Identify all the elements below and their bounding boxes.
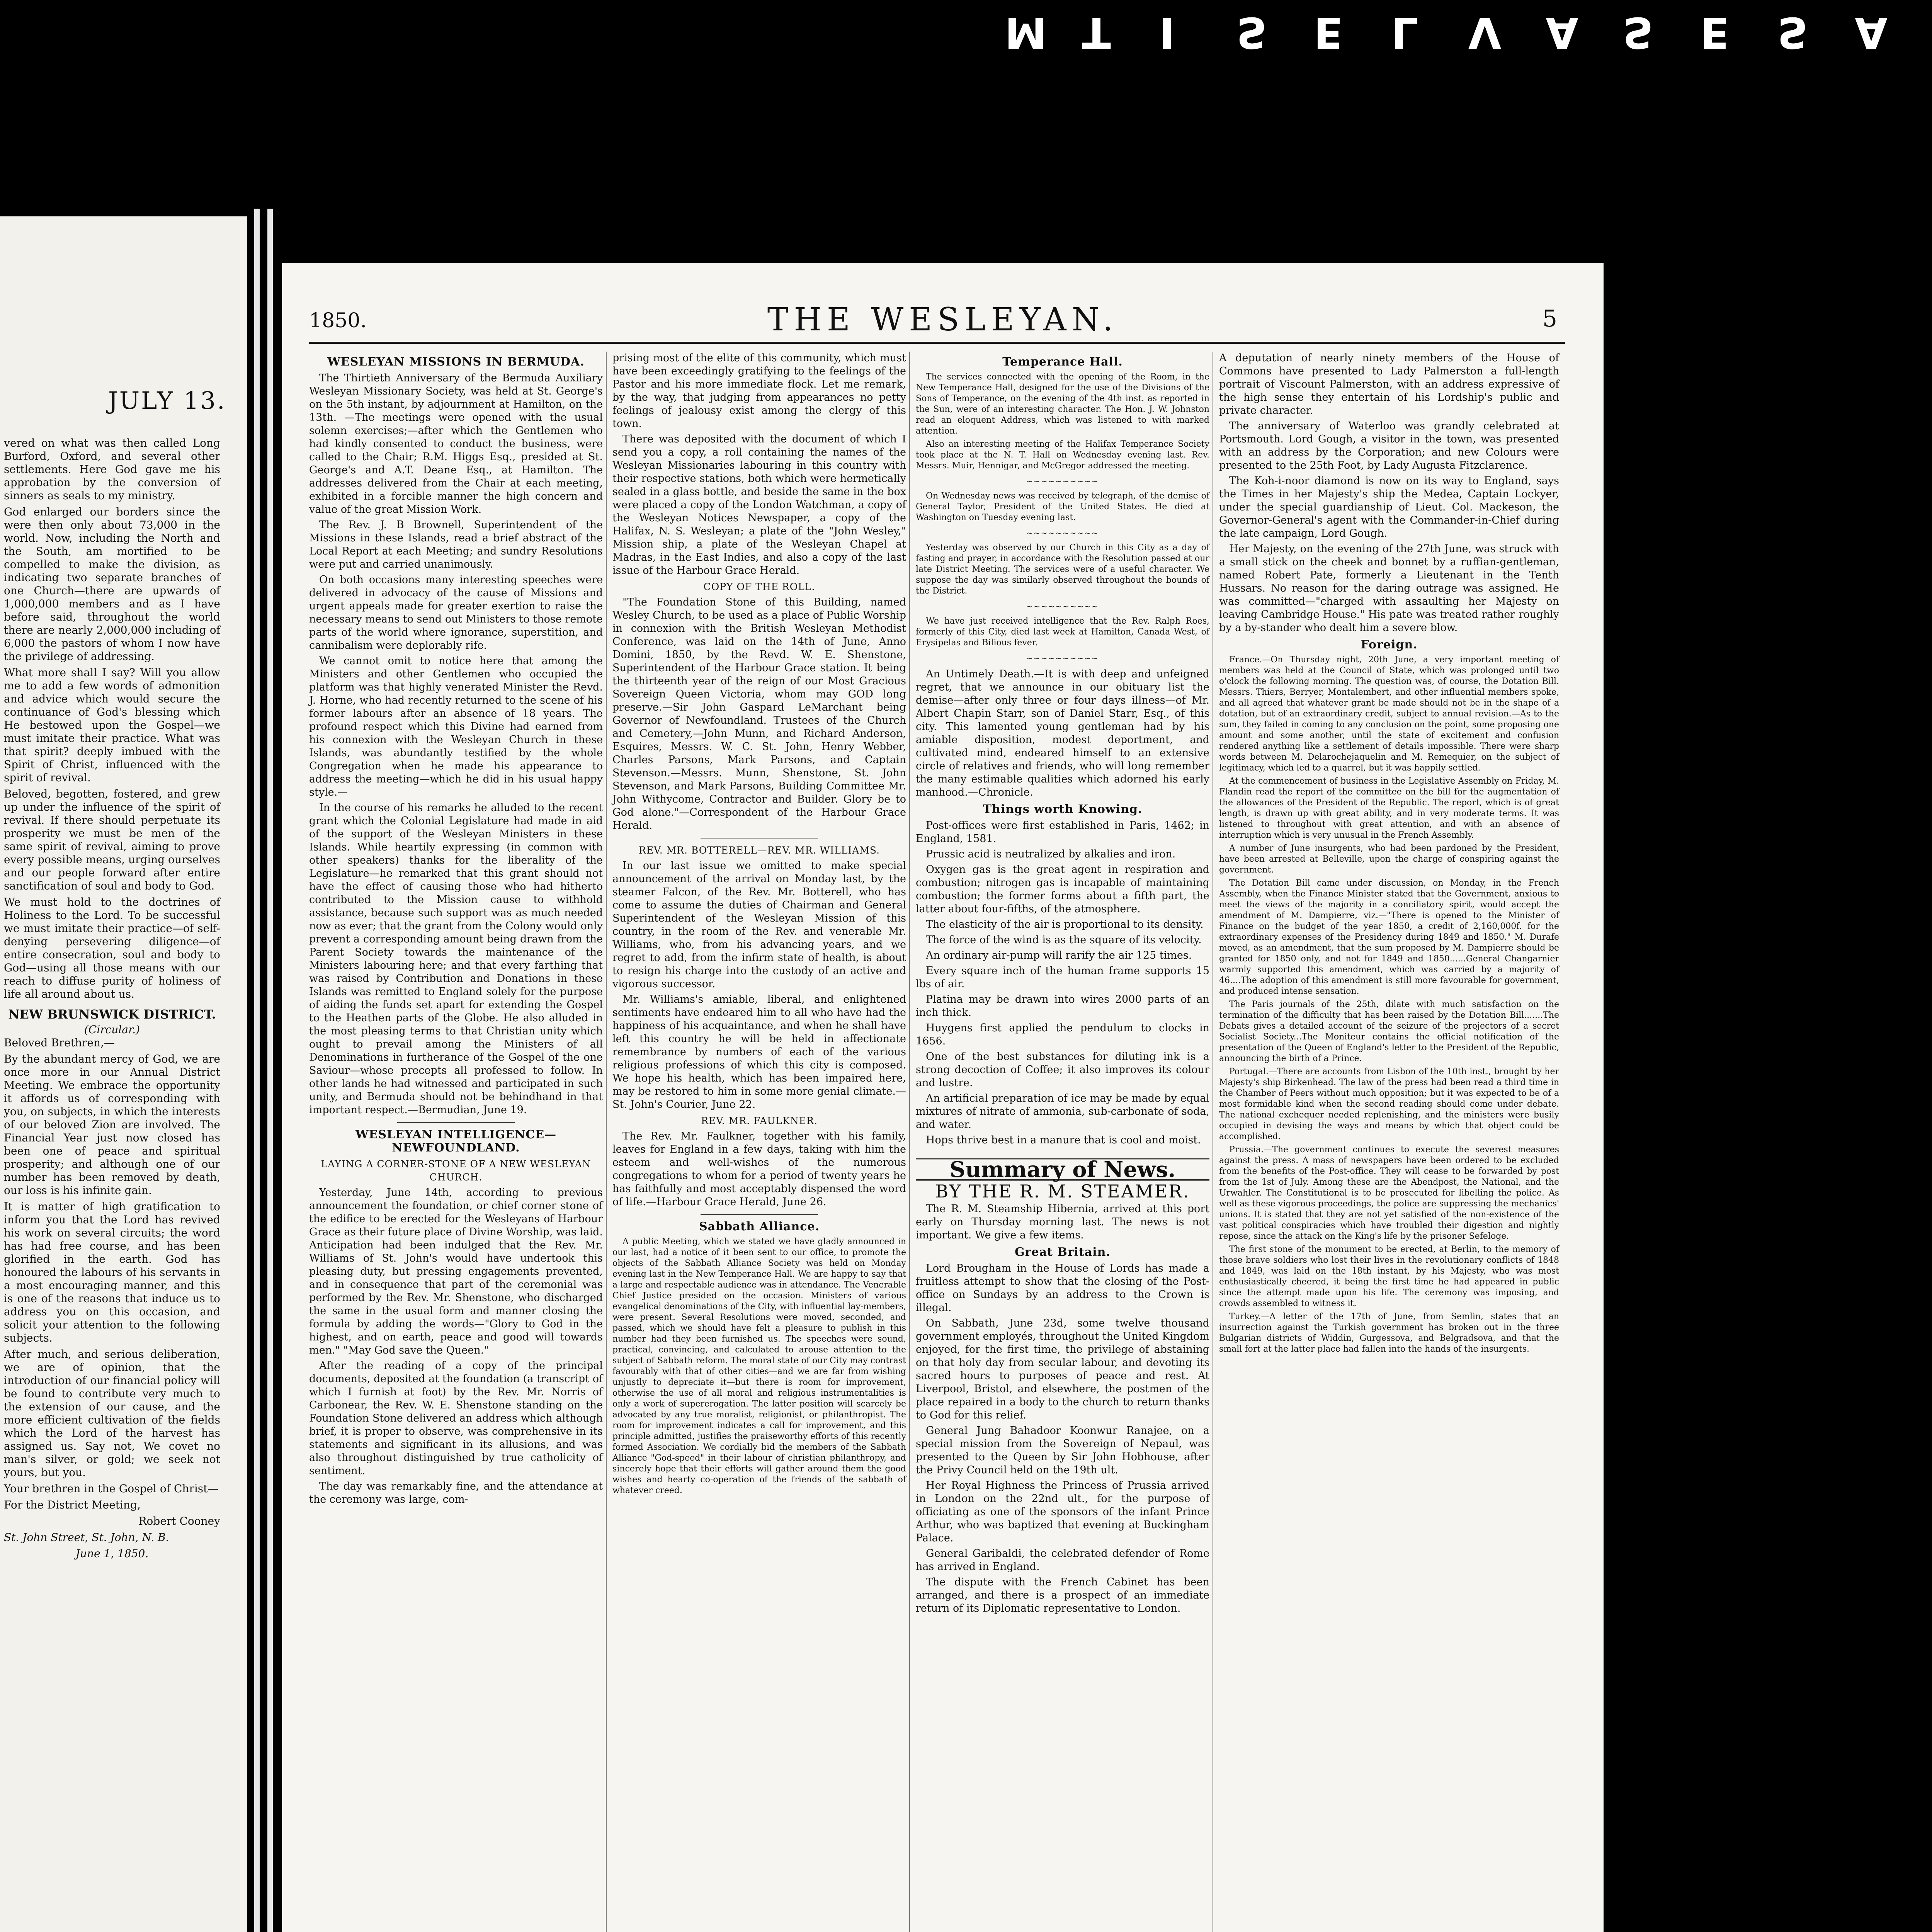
fact: Platina may be drawn into wires 2000 parts of an inch thick. [916,993,1209,1019]
paragraph: Mr. Williams's amiable, liberal, and enlightened sentiments have endeared him to all who have had the happiness of his acquaintance, and when he shall have left this country he will be held in affectionate remembrance by numbers of each of the various religious professions of which this city is composed. We hope his health, which has been impaired here, may be restored to him in some more genial climate.—St. John's Courier, June 22. [612,993,906,1111]
notice: We have just received intelligence that the Rev. Ralph Roes, formerly of this City, died last week at Hamilton, Canada West, of Erysipelas and Bilious fever. [916,616,1209,648]
signoff-date: June 1, 1850. [75,1547,149,1560]
film-letter: E [1700,8,1730,57]
article-subheading: REV. MR. FAULKNER. [701,1115,818,1126]
newspaper-page [282,263,1604,1932]
article-heading: Great Britain. [1015,1245,1111,1259]
circular-label: (Circular.) [84,1023,140,1036]
film-letter: S [1623,8,1654,57]
column-3 [916,352,1209,1617]
paragraph: Yesterday, June 14th, according to previous announcement the foundation, or chief corner stone of the edifice to be erected for the Wesleyans of Harbour Grace as their future place of Divine Worship, was laid. Anticipation had been indulged that the Rev. Mr. Williams of St. John's would have undertook this pleasing duty, but pressing engagements prevented, and in consequence that part of the ceremonial was performed by the Rev. Mr. Shenstone, who discharged the same in the usual form and manner closing the formula by adding the words—"Glory to God in the highest, and on earth, peace and good will towards men." "May God save the Queen." [309,1187,603,1356]
film-letter: A [1546,8,1579,57]
paragraph: The R. M. Steamship Hibernia, arrived at this port early on Thursday morning last. The news is not important. We give a few items. [916,1203,1209,1241]
paragraph: The anniversary of Waterloo was grandly celebrated at Portsmouth. Lord Gough, a visitor in the town, was presented with an address by the Corporation; and new Colours were presented to the 25th Foot, by Lady Augusta Fitzclarence. [1219,420,1559,471]
section-rule [701,1214,818,1215]
fact: Oxygen gas is the great agent in respiration and combustion; nitrogen gas is incapable of maintaining combustion; the former forms about a fifth part, the latter about four-fifths, of the atmosphere. [916,864,1209,915]
paragraph: General Garibaldi, the celebrated defender of Rome has arrived in England. [916,1548,1209,1573]
column-divider [606,352,607,1932]
paragraph: Her Majesty, on the evening of the 27th June, was struck with a small stick on the cheek and bonnet by a ruffian-gentleman, named Robert Pate, formerly a Lieutenant in the Tenth Hussars. No reason for the daring outrage was assigned. He was committed—"charged with assaulting her Majesty on leaving Cambridge House." His pate was treated rather roughly by a by-stander who dealt him a severe blow. [1219,543,1559,634]
paragraph: We must hold to the doctrines of Holiness to the Lord. To be successful we must imitate their practice—of self-denying persevering diligence—of entire consecration, soul and body to God—using all those means with our reach to diffuse purity of holiness of life all around about us. [4,896,220,1000]
ornament-divider: ~~~~~~~~~~ [1026,476,1099,486]
paragraph: In the course of his remarks he alluded to the recent grant which the Colonial Legislature had made in aid of the support of the Wesleyan Ministers in these Islands. While heartily expressing (in common with other speakers) thanks for the liberality of the Legislature—he remarked that this grant should not have the effect of causing those who had hitherto contributed to the Mission cause to withhold assistance, because such support was as much needed now as ever; that the grant from the Colony would only prevent a corresponding amount being drawn from the Parent Society towards the maintenance of the Ministers labouring here; and that every farthing that was raised by Contribution and Donations in these Islands was remitted to England solely for the purpose of aiding the funds set apart for extending the Gospel to the Heathen parts of the Globe. He also alluded in the most pleasing terms to that Christian unity which ought to prevail among the Ministers of all Denominations in furtherance of the Gospel of the one Saviour—whose precepts all professed to follow. In other lands he had witnessed and participated in such unity, and Bermuda should not be behindhand in that important respect.—Bermudian, June 19. [309,802,603,1116]
film-letter: E [1314,8,1343,57]
paragraph: By the abundant mercy of God, we are once more in our Annual District Meeting. We embrace the opportunity it affords us of corresponding with you, on subjects, in which the interests of our beloved Zion are involved. The Financial Year just now closed has been one of peace and spiritual prosperity; and although one of our number has been removed by death, our loss is his infinite gain. [4,1053,220,1197]
signature: Robert Cooney [138,1515,220,1527]
left-page-text [4,437,220,1563]
fact: The force of the wind is as the square of its velocity. [926,934,1202,946]
masthead-year: 1850. [309,309,367,332]
paragraph: The Dotation Bill came under discussion, on Monday, in the French Assembly, when the Finance Minister stated that the Government, anxious to meet the views of the majority in a conciliatory spirit, would accept the amendment of M. Dampierre, viz.—"There is opened to the Minister of Finance on the budget of the year 1850, a credit of 2,160,000f. for the extraordinary expenses of the Presidency during 1849 and 1850." M. Durafe moved, as an amendment, that the sum proposed by M. Dampierre should be granted for 1850 only, and not for 1849 and 1850......General Changarnier warmly supported this amendment, which was carried by a majority of 46....The adoption of this amendment is still more favourable for government, and produced intense sensation. [1219,878,1559,996]
paragraph: A number of June insurgents, who had been pardoned by the President, have been arrested at Belleville, upon the charge of conspiring against the government. [1219,844,1559,875]
paragraph: "The Foundation Stone of this Building, named Wesley Church, to be used as a place of Public Worship in connexion with the British Wesleyan Methodist Conference, was laid on the 14th of June, Anno Domini, 1850, by the Revd. W. E. Shenstone, Superintendent of the Harbour Grace station. It being the thirteenth year of the reign of our Most Gracious Sovereign Queen Victoria, whom may GOD long preserve.—Sir John Gaspard LeMarchant being Governor of Newfoundland. Trustees of the Church and Cemetery,—John Munn, and Richard Anderson, Esquires, Messrs. W. C. St. John, Henry Webber, Charles Parsons, Mark Parsons, and Captain Stevenson.—Messrs. Munn, Shenstone, St. John Stevenson, and Mark Parsons, Building Committee Mr. John Withycome, Contractor and Builder. Glory be to God alone."—Correspondent of the Harbour Grace Herald. [612,596,906,832]
article-heading: Temperance Hall. [1002,355,1123,369]
masthead [282,263,1604,340]
paragraph: On both occasions many interesting speeches were delivered in advocacy of the cause of Missions and urgent appeals made for greater exertion to raise the necessary means to send out Ministers to those remote parts of the world where ignorance, superstition, and cannibalism were deplorably rife. [309,574,603,651]
article-heading: Sabbath Alliance. [699,1220,820,1233]
article-subheading: LAYING A CORNER-STONE OF A NEW WESLEYAN CHURCH. [321,1158,591,1183]
fact: Post-offices were first established in Paris, 1462; in England, 1581. [916,820,1209,845]
film-letter: L [1391,8,1418,57]
column-divider [909,352,910,1932]
paragraph: On Sabbath, June 23d, some twelve thousand government employés, throughout the United Kingdom enjoyed, for the first time, the privilege of abstaining on that holy day from secular labour, and devoting its sacred hours to purposes of peace and rest. At Liverpool, Bristol, and elsewhere, the postmen of the place repaired in a body to the church to return thanks to God for this relief. [916,1317,1209,1421]
fact: The elasticity of the air is proportional to its density. [926,918,1204,930]
fact: Every square inch of the human frame supports 15 lbs of air. [916,965,1209,990]
paragraph: It is matter of high gratification to inform you that the Lord has revived his work on several circuits; the word has had free course, and has been glorified in the earth. God has honoured the labours of his servants in a most encouraging manner, and this is one of the reasons that induce us to address you on this occasion, and solicit your attention to the following subjects. [4,1200,220,1344]
masthead-title: THE WESLEYAN. [767,301,1119,338]
film-letter: V [1468,8,1502,57]
column-4 [1219,352,1559,1357]
left-page-date: JULY 13. [108,386,226,415]
film-letter: S [1777,8,1808,57]
fact: Huygens first applied the pendulum to clocks in 1656. [916,1022,1209,1047]
paragraph: What more shall I say? Will you allow me to add a few words of admonition and advice which would secure the continuance of God's blessing which He bestowed upon the Gospel—we must imitate their practice. What was that spirit? deeply imbued with the Spirit of Christ, influenced with the spirit of revival. [4,666,220,784]
notice: Yesterday was observed by our Church in this City as a day of fasting and prayer, in accordance with the Resolution passed at our late District Meeting. The services were of a useful character. We suppose the day was similarly observed throughout the bounds of the District. [916,543,1209,596]
paragraph: The Paris journals of the 25th, dilate with much satisfaction on the termination of the difficulty that has been raised by the Dotation Bill.......The Debats gives a detailed account of the seizure of the projectors of a secret Socialist Society...The Moniteur contains the official notification of the presentation of the Queen of England's letter to the President of the Republic, announcing the birth of a Prince. [1219,1000,1559,1063]
paragraph: Beloved Brethren,— [4,1036,115,1049]
paragraph: The services connected with the opening of the Room, in the New Temperance Hall, designed for the use of the Divisions of the Sons of Temperance, on the evening of the 4th inst. as reported in the Sun, were of an interesting character. The Hon. J. W. Johnston read an eloquent Address, which was listened to with marked attention. [916,372,1209,436]
paragraph: France.—On Thursday night, 20th June, a very important meeting of members was held at the Council of State, which was prolonged until two o'clock the following morning. The question was, of course, the Dotation Bill. Messrs. Thiers, Berryer, Montalembert, and other influential members spoke, and all agreed that whatever grant be made should not be in the shape of a dotation, but of an extraordinary credit, subject to annual revision.—As to the sum, they failed in coming to any conclusion on the point, some proposing one amount and some another, until the state of excitement and confusion rendered anything like a settlement of details impossible. There were sharp words between M. Delarochejaquelin and M. Remequier, on the subject of legitimacy, which led to a quarrel, but it was happily settled. [1219,655,1559,773]
summary-of-news-title: Summary of News. [916,1158,1209,1181]
paragraph: Turkey.—A letter of the 17th of June, from Semlin, states that an insurrection against the Turkish government has broken out in the three Bulgarian districts of Widdin, Gurgessova, and Belgradsova, and that the small fort at the latter place had fallen into the hands of the insurgents. [1219,1312,1559,1354]
section-rule [397,1122,515,1123]
fact: An artificial preparation of ice may be made by equal mixtures of nitrate of ammonia, sub-carbonate of soda, and water. [916,1092,1209,1131]
notice: On Wednesday news was received by telegraph, of the demise of General Taylor, President of the United States. He died at Washington on Tuesday evening last. [916,491,1209,522]
paragraph: After the reading of a copy of the principal documents, deposited at the foundation (a transcript of which I furnish at foot) by the Rev. Mr. Norris of Carbonear, the Rev. W. E. Shenstone standing on the Foundation Stone delivered an address which although brief, it is proper to observe, was comprehensive in its statements and significant in its allusions, and was also throughout distinguished by true catholicity of sentiment. [309,1360,603,1477]
paragraph: Lord Brougham in the House of Lords has made a fruitless attempt to show that the closing of the Post-office on Sundays by an address to the Crown is illegal. [916,1262,1209,1314]
fact: One of the best substances for diluting ink is a strong decoction of Coffee; it also improves its colour and lustre. [916,1051,1209,1089]
column-2 [612,352,906,1498]
film-letter: I [1159,8,1175,57]
masthead-rule [309,342,1565,344]
paragraph: Also an interesting meeting of the Halifax Temperance Society took place at the N. T. Hall on Wednesday evening last. Rev. Messrs. Muir, Hennigar, and McGregor addressed the meeting. [916,439,1209,471]
left-page [0,216,247,1932]
paragraph: In our last issue we omitted to make special announcement of the arrival on Monday last, by the steamer Falcon, of the Rev. Mr. Botterell, who has come to assume the duties of Chairman and General Superintendent of the Wesleyan Mission of this country, in the room of the Rev. and venerable Mr. Williams, who, from his advancing years, and we regret to add, from the infirm state of health, is about to resign his charge into the custody of an active and vigorous successor. [612,860,906,990]
fact: Hops thrive best in a manure that is cool and moist. [926,1134,1201,1146]
paragraph: At the commencement of business in the Legislative Assembly on Friday, M. Flandin read the report of the committee on the bill for the augmentation of the allowances of the President of the Republic. The report, which is of great length, is drawn up with great ability, and in very moderate terms. It was listened to throughout with great attention, and with an absence of interruption which is very unusual in the French Assembly. [1219,776,1559,840]
paragraph: There was deposited with the document of which I send you a copy, a roll containing the names of the Wesleyan Missionaries labouring in this country with their respective stations, both which were hermetically sealed in a glass bottle, and beside the same in the box were placed a copy of the London Watchman, a copy of the Wesleyan Notices Newspaper, a copy of the Halifax, N. S. Wesleyan; a plate of the "John Wesley," Mission ship, a plate of the Wesleyan Chapel at Madras, in the East Indies, and also a copy of the last issue of the Harbour Grace Herald. [612,433,906,577]
article-subheading: COPY OF THE ROLL. [703,581,815,592]
spine-bar [254,209,260,1932]
signoff-place: St. John Street, St. John, N. B. [4,1531,169,1544]
paragraph: A public Meeting, which we stated we have gladly announced in our last, had a notice of it been sent to our office, to promote the objects of the Sabbath Alliance Society was held on Monday evening last in the New Temperance Hall. We are happy to say that a large and respectable audience was in attendance. The Venerable Chief Justice presided on the occasion. Ministers of various evangelical denominations of the City, with influential lay-members, were present. Several Resolutions were moved, seconded, and passed, which we should have felt a pleasure to publish in this number had they been furnished us. The speeches were sound, practical, convincing, and calculated to arouse attention to the subject of Sabbath reform. The moral state of our City may contrast favourably with that of other cities—and we are far from wishing unjustly to depreciate it—but there is room for improvement, otherwise the use of all moral and religious instrumentalities is only a work of supererogation. The latter position will scarcely be advocated by any true moralist, religionist, or philanthropist. The room for improvement indicates a call for improvement, and this principle admitted, justifies the praiseworthy efforts of this recently formed Association. We cordially bid the members of the Sabbath Alliance "God-speed" in their labour of christian philanthropy, and sincerely hope that their efforts will gather around them the good wishes and hearty co-operation of the friends of the sabbath of whatever creed. [612,1237,906,1495]
article-subheading: REV. MR. BOTTERELL—REV. MR. WILLIAMS. [638,845,880,856]
paragraph: For the District Meeting, [4,1498,141,1511]
book-spine [247,209,282,1932]
fact: An ordinary air-pump will rarify the air 125 times. [926,949,1192,961]
film-letter: S [1236,8,1267,57]
district-heading: NEW BRUNSWICK DISTRICT. [8,1007,216,1022]
paragraph: The dispute with the French Cabinet has been arranged, and there is a prospect of an immediate return of its Diplomatic representative to London. [916,1576,1209,1614]
film-letter: T [1082,8,1111,57]
paragraph: An Untimely Death.—It is with deep and unfeigned regret, that we announce in our obituary list the demise—after only three or four days illness—of Mr. Albert Chapin Starr, son of Daniel Starr, Esq., of this city. This lamented young gentleman had by his amiable disposition, modest deportment, and cultivated mind, endeared himself to an extensive circle of relatives and friends, who will long remember the many estimable qualities which adorned his early manhood.—Chronicle. [916,668,1209,798]
paragraph: vered on what was then called Long Burford, Oxford, and several other settlements. Here God gave me his approbation by the conversion of sinners as seals to my ministry. [4,437,220,502]
paragraph: The Rev. Mr. Faulkner, together with his family, leaves for England in a few days, taking with him the esteem and well-wishes of the numerous congregations to whom for a period of twenty years he has faithfully and most acceptably dispensed the word of life.—Harbour Grace Herald, June 26. [612,1130,906,1208]
paragraph: The Rev. J. B Brownell, Superintendent of the Missions in these Islands, read a brief abstract of the Local Report at each Meeting; and sundry Resolutions were put and carried unanimously. [309,519,603,570]
fact: Prussic acid is neutralized by alkalies and iron. [926,848,1176,860]
film-letter: M [1005,8,1047,57]
paragraph: Your brethren in the Gospel of Christ— [4,1482,219,1495]
paragraph: Prussia.—The government continues to execute the severest measures against the press. A mass of newspapers have been ordered to be excluded from the benefits of the Post-office. They will cease to be forwarded by post from the 1st of July. Among these are the Abendpost, the National, and the Urwahler. The Constitutional is to be prosecuted for libelling the police. As well as these vigorous proceedings, the police are suppressing the mechanics' unions. It is stated that they are not yet satisfied of the non-existence of the vast political conspiracies which have troubled their digestion and nightly repose, since the attack on the King's life by the prisoner Sefeloge. [1219,1145,1559,1241]
page-number: 5 [1542,305,1557,332]
spine-bar [267,209,273,1932]
ornament-divider: ~~~~~~~~~~ [1026,602,1099,611]
article-heading: Things worth Knowing. [983,803,1143,816]
paragraph: Her Royal Highness the Princess of Prussia arrived in London on the 22nd ult., for the purpose of officiating as one of the sponsors of the infant Prince Arthur, who was baptized that evening at Buckingham Palace. [916,1480,1209,1544]
paragraph: A deputation of nearly ninety members of the House of Commons have presented to Lady Palmerston a full-length portrait of Viscount Palmerston, with an address expressive of the high sense they entertain of his Lordship's public and private character. [1219,352,1559,417]
article-heading: Foreign. [1361,638,1418,651]
paragraph: Portugal.—There are accounts from Lisbon of the 10th inst., brought by her Majesty's ship Birkenhead. The law of the press had been read a third time in the Chamber of Peers without much opposition; but it was expected to be of a most formidable kind when the second reading should come under debate. The national exchequer needed replenishing, and the ministers were busily occupied in devising the ways and means by which that object could be accomplished. [1219,1067,1559,1141]
ornament-divider: ~~~~~~~~~~ [1026,528,1099,537]
paragraph: Beloved, begotten, fostered, and grew up under the influence of the spirit of revival. If there should perpetuate its prosperity we must be men of the same spirit of revival, aiming to prove every possible means, urging ourselves and our people forward after entire sanctification of soul and body to God. [4,787,220,892]
article-heading: WESLEYAN INTELLIGENCE—NEWFOUNDLAND. [355,1128,557,1155]
column-1 [309,352,603,1509]
steamer-title: BY THE R. M. STEAMER. [935,1181,1190,1202]
film-strip [1005,0,1932,66]
paragraph: After much, and serious deliberation, we are of opinion, that the introduction of our financial policy will be found to contribute very much to the extension of our cause, and the more efficient cultivation of the fields which the Lord of the harvest has assigned us. Say not, We covet no man's silver, or gold; we seek not yours, but you. [4,1348,220,1479]
article-heading: WESLEYAN MISSIONS IN BERMUDA. [327,355,585,369]
paragraph: General Jung Bahadoor Koonwur Ranajee, on a special mission from the Sovereign of Nepaul, was presented to the Queen by Sir John Hobhouse, after the Privy Council held on the 19th ult. [916,1425,1209,1476]
paragraph: The Koh-i-noor diamond is now on its way to England, says the Times in her Majesty's ship the Medea, Captain Lockyer, under the special guardianship of Lieut. Col. Mackeson, the Governor-General's agent with the Commander-in-Chief during the late campaign, Lord Gough. [1219,475,1559,539]
paragraph: The first stone of the monument to be erected, at Berlin, to the memory of those brave soldiers who lost their lives in the revolutionary conflicts of 1848 and 1849, was laid on the 18th instant, by his Majesty, who was most enthusiastically cheered, it being the first time he had appeared in public since the attempt made upon his life. The ceremony was imposing, and crowds assembled to witness it. [1219,1245,1559,1308]
paragraph: prising most of the elite of this community, which must have been exceedingly gratifying to the feelings of the Pastor and his more immediate flock. Let me remark, by the way, that judging from appearances no petty feelings of jealousy exist among the clergy of this town. [612,352,906,430]
paragraph: We cannot omit to notice here that among the Ministers and other Gentlemen who occupied the platform was that highly venerated Minister the Revd. J. Horne, who had recently returned to the scene of his former labours after an absence of 18 years. The profound respect which this Divine had earned from his connexion with the Wesleyan Church in these Islands, was abundantly testified by the whole Congregation when he made his appearance to address the meeting—which he did in his usual happy style.— [309,655,603,798]
paragraph: God enlarged our borders since the were then only about 73,000 in the world. Now, including the North and the South, am mortified to be compelled to make the division, as indicating two separate branches of one Church—there are upwards of 1,000,000 members and as I have before said, throughout the world there are nearly 2,000,000 including of 6,000 the pastors of whom I now have the privilege of addressing. [4,505,220,663]
paragraph: The Thirtieth Anniversary of the Bermuda Auxiliary Wesleyan Missionary Society, was held at St. George's on the 5th instant, by adjournment at Hamilton, on the 13th. —The meetings were opened with the usual solemn exercises;—after which the Gentlemen who had kindly consented to conduct the business, were called to the Chair; R.M. Higgs Esq., presided at St. George's and A.T. Deane Esq., at Hamilton. The addresses delivered from the Chair at each meeting, exhibited in a forcible manner the high concern and value of the great Mission Work. [309,372,603,515]
ornament-divider: ~~~~~~~~~~ [1026,653,1099,663]
paragraph: The day was remarkably fine, and the attendance at the ceremony was large, com- [309,1480,603,1505]
film-letter: A [1855,8,1888,57]
